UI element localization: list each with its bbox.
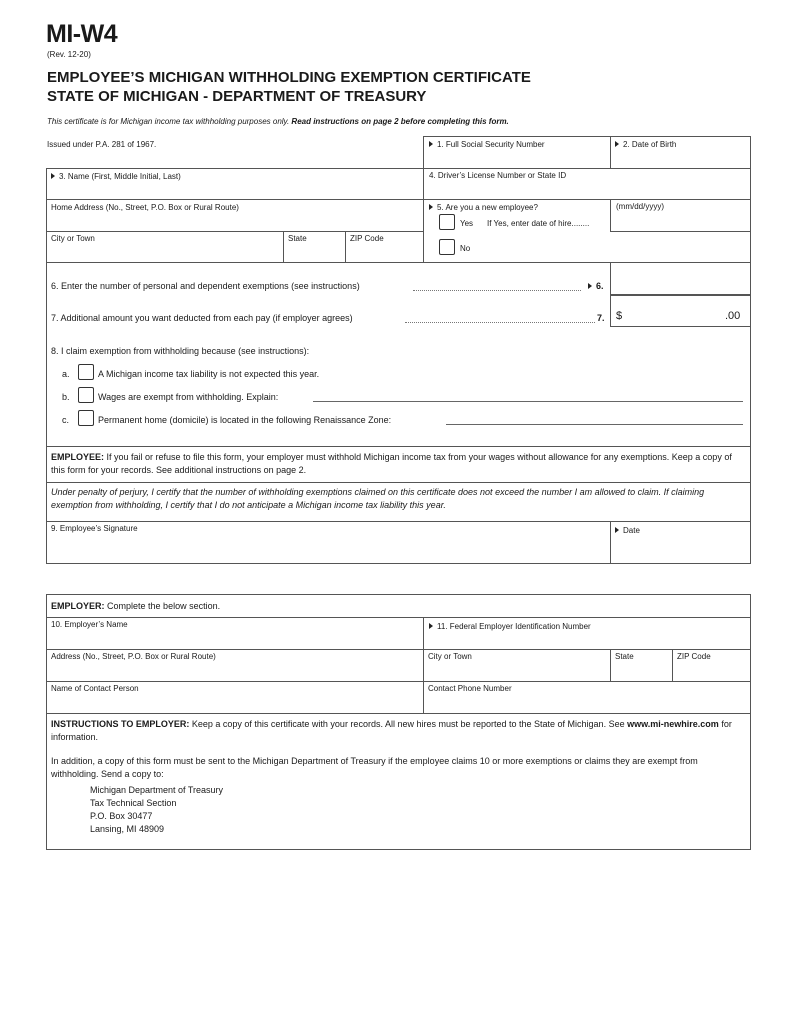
renaissance-zone-input[interactable] (448, 411, 740, 423)
exemption-b-checkbox[interactable] (78, 387, 94, 403)
employer-city-input[interactable] (429, 664, 605, 679)
divider (610, 199, 611, 231)
divider (46, 713, 751, 714)
state-label: State (288, 234, 307, 243)
no-label: No (460, 244, 471, 253)
new-employee-label: 5. Are you a new employee? (429, 203, 538, 212)
arrow-icon (429, 141, 433, 147)
state-input[interactable] (289, 246, 339, 260)
line8-label: 8. I claim exemption from withholding because (see instructions): (51, 346, 310, 356)
city-input[interactable] (52, 246, 277, 260)
fein-input[interactable] (430, 634, 745, 647)
arrow-icon (588, 283, 592, 289)
fein-label: 11. Federal Employer Identification Number (429, 622, 591, 631)
yes-label: Yes (460, 219, 474, 228)
contact-person-input[interactable] (52, 696, 417, 711)
contact-person-label: Name of Contact Person (51, 684, 139, 693)
arrow-icon (51, 173, 55, 179)
line7-ref: 7. (597, 313, 605, 323)
city-label: City or Town (51, 234, 95, 243)
new-employee-no-checkbox[interactable] (439, 239, 455, 255)
arrow-icon (615, 141, 619, 147)
new-employee-yes-checkbox[interactable] (439, 214, 455, 230)
name-label: 3. Name (First, Middle Initial, Last) (51, 172, 181, 181)
dob-label: 2. Date of Birth (615, 140, 676, 149)
exemption-a-checkbox[interactable] (78, 364, 94, 380)
arrow-icon (429, 204, 433, 210)
line7-label: 7. Additional amount you want deducted from each pay (if employer agrees) (51, 313, 353, 323)
exemption-c-text: Permanent home (domicile) is located in the following Renaissance Zone: (98, 415, 392, 425)
zip-input[interactable] (351, 246, 417, 260)
divider (46, 681, 751, 682)
employer-address-input[interactable] (52, 664, 417, 679)
contact-phone-label: Contact Phone Number (428, 684, 512, 693)
exemptions-count-input[interactable] (616, 270, 746, 290)
divider (610, 326, 751, 327)
perjury-statement: Under penalty of perjury, I certify that the number of withholding exemptions claimed on this certificate does not exceed the number I am allowed to claim. If claiming exemption from withholding, I certify that I do not anticipate a Michigan income tax liability this year. (51, 487, 705, 510)
title-line-2: STATE OF MICHIGAN - DEPARTMENT OF TREASURY (47, 88, 427, 105)
exemption-c-checkbox[interactable] (78, 410, 94, 426)
cents-label: .00 (725, 310, 741, 322)
divider (672, 649, 673, 681)
exemption-c-letter: c. (62, 415, 70, 425)
home-address-label: Home Address (No., Street, P.O. Box or Rural Route) (51, 203, 239, 212)
signature-field[interactable] (52, 536, 602, 560)
divider (610, 136, 611, 169)
employer-zip-label: ZIP Code (677, 652, 711, 661)
employer-instructions: INSTRUCTIONS TO EMPLOYER: Keep a copy of this certificate with your records. All new hires must be reported to the State of Michigan. See www.mi-newhire.com for information. (51, 719, 732, 742)
divider (283, 231, 284, 262)
divider (46, 649, 751, 650)
divider (345, 231, 346, 262)
signature-label: 9. Employee’s Signature (51, 524, 138, 533)
divider (46, 199, 751, 200)
contact-phone-input[interactable] (429, 696, 745, 711)
additional-amount-input[interactable] (628, 306, 723, 324)
employer-state-input[interactable] (616, 664, 668, 679)
issued-under: Issued under P.A. 281 of 1967. (47, 140, 157, 149)
employer-state-label: State (615, 652, 634, 661)
divider (46, 231, 423, 232)
form-id: MI-W4 (46, 20, 118, 48)
arrow-icon (429, 623, 433, 629)
ssn-label: 1. Full Social Security Number (429, 140, 545, 149)
divider (46, 482, 751, 483)
exemption-b-letter: b. (62, 392, 70, 402)
line6-ref: 6. (588, 281, 604, 291)
divider (423, 168, 424, 262)
divider (610, 521, 611, 564)
treasury-address: Michigan Department of Treasury Tax Technical Section P.O. Box 30477 Lansing, MI 48909 (90, 785, 224, 834)
employer-name-input[interactable] (52, 632, 417, 647)
divider (423, 617, 424, 713)
hire-date-input[interactable] (616, 214, 746, 228)
exemption-a-text: A Michigan income tax liability is not expected this year. (98, 369, 320, 379)
exempt-explain-input[interactable] (315, 388, 740, 400)
divider (610, 294, 751, 296)
date-format-label: (mm/dd/yyyy) (616, 202, 664, 211)
renaissance-zone-underline (446, 424, 743, 425)
divider (610, 649, 611, 681)
form-title (47, 68, 531, 106)
leader-dots (413, 290, 581, 291)
arrow-icon (615, 527, 619, 533)
currency-symbol: $ (616, 310, 623, 322)
employer-city-label: City or Town (428, 652, 472, 661)
mailing-instructions: In addition, a copy of this form must be sent to the Michigan Department of Treasury if the employee claims 10 or more exemptions or claims they are exempt from withholding. Send a copy to: (51, 756, 698, 779)
hire-date-label: If Yes, enter date of hire........ (487, 219, 590, 228)
zip-label: ZIP Code (350, 234, 384, 243)
license-input[interactable] (430, 183, 745, 197)
divider (610, 231, 751, 232)
title-line-1: EMPLOYEE’S MICHIGAN WITHHOLDING EXEMPTION CERTIFICATE (47, 69, 531, 86)
license-label: 4. Driver’s License Number or State ID (429, 171, 567, 180)
signature-date-input[interactable] (616, 540, 746, 558)
revision: (Rev. 12-20) (47, 50, 91, 59)
name-input[interactable] (52, 184, 417, 197)
employer-header: EMPLOYER: Complete the below section. (51, 601, 221, 611)
exemption-a-letter: a. (62, 369, 70, 379)
home-address-input[interactable] (52, 215, 417, 229)
exemption-b-text: Wages are exempt from withholding. Explain: (98, 392, 279, 402)
leader-dots (405, 322, 595, 323)
divider (46, 262, 751, 263)
divider (46, 521, 751, 522)
newhire-website-link[interactable]: www.mi-newhire.com (627, 719, 719, 729)
divider (46, 617, 751, 618)
employee-notice: EMPLOYEE: If you fail or refuse to file this form, your employer must withhold Michigan income tax from your wages without allowance for any exemptions. Keep a copy of this form for your records. See additional instructions on page 2. (51, 452, 732, 475)
explain-underline (313, 401, 743, 402)
line6-label: 6. Enter the number of personal and dependent exemptions (see instructions) (51, 281, 360, 291)
employer-address-label: Address (No., Street, P.O. Box or Rural Route) (51, 652, 216, 661)
divider (46, 446, 751, 447)
usage-notice: This certificate is for Michigan income tax withholding purposes only. Read instructions on page 2 before completing this form. (47, 117, 509, 126)
signature-date-label: Date (615, 526, 640, 535)
dob-input[interactable] (616, 153, 746, 167)
employer-name-label: 10. Employer’s Name (51, 620, 128, 629)
employer-zip-input[interactable] (678, 664, 746, 679)
ssn-input[interactable] (430, 153, 605, 167)
